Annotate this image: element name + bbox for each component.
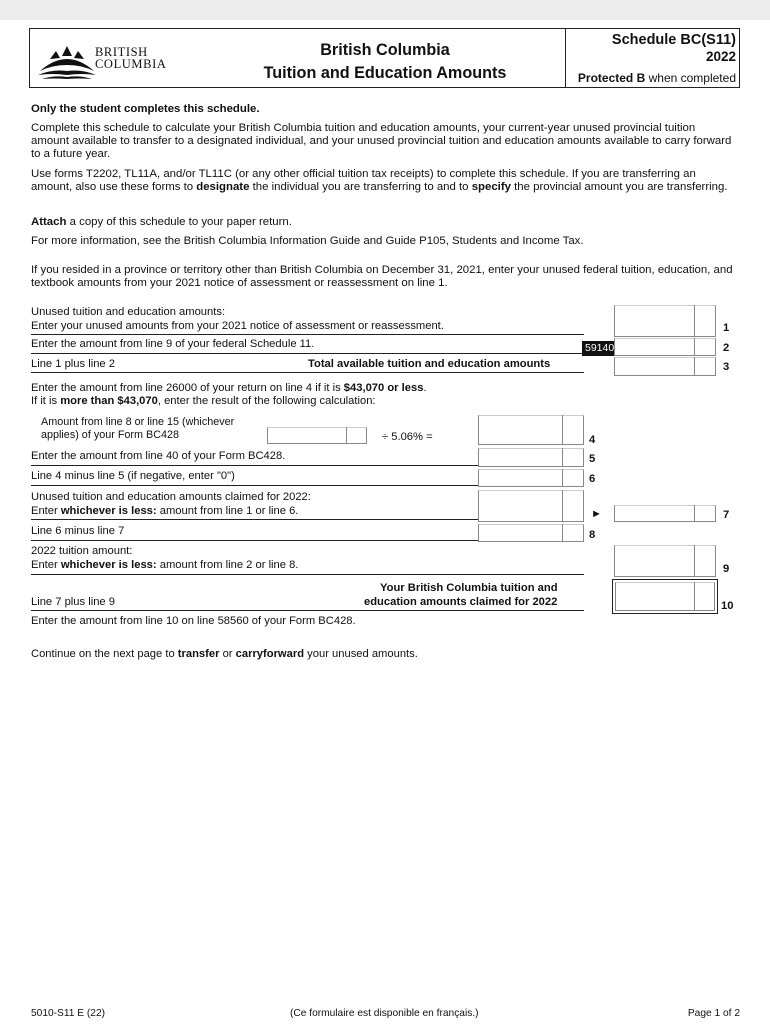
form-title-line2: Tuition and Education Amounts bbox=[263, 64, 507, 82]
line4-calc-label-b: applies) of your Form BC428 bbox=[41, 429, 180, 441]
line4-cents-divider bbox=[562, 415, 563, 445]
line8-cents-divider bbox=[562, 524, 563, 542]
line-number-6: 6 bbox=[589, 473, 596, 485]
line8-label: Line 6 minus line 7 bbox=[31, 525, 125, 537]
intro-other-province: If you resided in a province or territory other than British Columbia on December 31, 2021, enter your unused federal tuition, education, and textbook amounts from your 2021 notice of assessment or reassessment on line 1. bbox=[31, 264, 733, 289]
line3-amount-field[interactable] bbox=[614, 357, 716, 376]
intro-attach: Attach a copy of this schedule to your paper return. bbox=[31, 216, 292, 228]
line2-rule bbox=[31, 353, 584, 354]
schedule-label: Schedule BC(S11) bbox=[611, 32, 736, 48]
line7-label-b: Enter whichever is less: amount from line 1 or line 6. bbox=[31, 505, 299, 517]
line1-amount-field[interactable] bbox=[614, 305, 716, 337]
tax-year: 2022 bbox=[705, 49, 736, 64]
line2-label: Enter the amount from line 9 of your federal Schedule 11. bbox=[31, 338, 315, 350]
line7-carry-cents-divider bbox=[694, 505, 695, 522]
line7-cents-divider bbox=[562, 490, 563, 522]
line6-label: Line 4 minus line 5 (if negative, enter "0") bbox=[31, 470, 235, 482]
line2-code-badge: 59140 bbox=[582, 341, 617, 356]
line5-rule bbox=[31, 465, 478, 466]
line4-amount-field[interactable] bbox=[478, 415, 584, 445]
line6-rule bbox=[31, 485, 478, 486]
intro-purpose: Complete this schedule to calculate your British Columbia tuition and education amounts, your current-year unused provincial tuition amount available to transfer to a designated individual, and your unused provincial tuition and education amounts available to carry forward to a future year. bbox=[31, 122, 732, 160]
line9-label-a: 2022 tuition amount: bbox=[31, 545, 133, 557]
line8-rule bbox=[31, 540, 478, 541]
line7-rule bbox=[31, 519, 478, 520]
line7-amount-field[interactable] bbox=[478, 490, 584, 522]
line6-amount-field[interactable] bbox=[478, 469, 584, 487]
bc-sun-logo-icon bbox=[36, 41, 98, 81]
intro-forms: Use forms T2202, TL11A, and/or TL11C (or any other official tuition tax receipts) to complete this schedule. If you are transferring an amount, also use these forms to designate the individual you are transferring to and to specify the provincial amount you are transferring. bbox=[31, 168, 728, 193]
line-number-4: 4 bbox=[589, 434, 596, 446]
line10-total-label-a: Your British Columbia tuition and bbox=[380, 582, 558, 594]
line-number-3: 3 bbox=[723, 361, 730, 373]
line2-amount-field[interactable] bbox=[614, 338, 716, 356]
line5-amount-field[interactable] bbox=[478, 448, 584, 467]
line3-cents-divider bbox=[694, 357, 695, 376]
line4-calc-cents-divider bbox=[346, 427, 347, 444]
intro-more-info: For more information, see the British Columbia Information Guide and Guide P105, Students and Income Tax. bbox=[31, 235, 584, 247]
line10-label: Line 7 plus line 9 bbox=[31, 596, 115, 608]
line-number-1: 1 bbox=[723, 322, 730, 334]
line5-cents-divider bbox=[562, 448, 563, 467]
line6-cents-divider bbox=[562, 469, 563, 487]
form-code: 5010-S11 E (22) bbox=[31, 1008, 105, 1019]
line4-instruction-b: If it is more than $43,070, enter the result of the following calculation: bbox=[31, 395, 376, 407]
line10-rule bbox=[31, 610, 584, 611]
line4-instruction-a: Enter the amount from line 26000 of your return on line 4 if it is $43,070 or less. bbox=[31, 382, 427, 394]
line2-cents-divider bbox=[694, 338, 695, 356]
french-availability: (Ce formulaire est disponible en français.) bbox=[290, 1008, 479, 1019]
line-number-9: 9 bbox=[723, 563, 730, 575]
line10-total-label-b: education amounts claimed for 2022 bbox=[364, 596, 558, 608]
bc-logo bbox=[30, 29, 168, 87]
line-number-5: 5 bbox=[589, 453, 596, 465]
continue-note: Continue on the next page to transfer or carryforward your unused amounts. bbox=[31, 648, 418, 660]
line9-label-b: Enter whichever is less: amount from line 2 or line 8. bbox=[31, 559, 299, 571]
page-number: Page 1 of 2 bbox=[687, 1008, 740, 1019]
line3-rule bbox=[31, 372, 584, 373]
line1-rule bbox=[31, 334, 584, 335]
line7-arrow-icon: ► bbox=[591, 508, 602, 520]
line5-label: Enter the amount from line 40 of your Form BC428. bbox=[31, 450, 286, 462]
line3-label: Line 1 plus line 2 bbox=[31, 358, 115, 370]
intro-student-only: Only the student completes this schedule. bbox=[31, 103, 260, 115]
line1-label-a: Unused tuition and education amounts: bbox=[31, 306, 226, 318]
header bbox=[29, 28, 740, 88]
logo-wordmark: BRITISH COLUMBIA bbox=[95, 45, 167, 71]
line10-amount-field[interactable] bbox=[615, 582, 715, 611]
protected-notice: Protected B when completed bbox=[577, 71, 736, 85]
line1-label-b: Enter your unused amounts from your 2021 notice of assessment or reassessment. bbox=[31, 320, 444, 332]
line-number-7: 7 bbox=[723, 509, 730, 521]
line-number-8: 8 bbox=[589, 529, 596, 541]
line4-rate: ÷ 5.06% = bbox=[382, 431, 433, 443]
line-number-2: 2 bbox=[723, 342, 730, 354]
form-title-line1: British Columbia bbox=[320, 41, 450, 59]
line4-bc428-amount-field[interactable] bbox=[267, 427, 367, 444]
line10-note: Enter the amount from line 10 on line 58560 of your Form BC428. bbox=[31, 615, 356, 627]
line-number-10: 10 bbox=[721, 600, 734, 612]
line9-cents-divider bbox=[694, 545, 695, 577]
line7-carry-amount-field[interactable] bbox=[614, 505, 716, 522]
line1-cents-divider bbox=[694, 305, 695, 337]
line4-calc-label-a: Amount from line 8 or line 15 (whichever bbox=[41, 416, 235, 428]
line3-total-label: Total available tuition and education amounts bbox=[308, 358, 551, 370]
line9-amount-field[interactable] bbox=[614, 545, 716, 577]
line9-rule bbox=[31, 574, 584, 575]
line7-label-a: Unused tuition and education amounts claimed for 2022: bbox=[31, 491, 311, 503]
schedule-info bbox=[565, 29, 740, 87]
line10-cents-divider bbox=[694, 582, 695, 611]
line8-amount-field[interactable] bbox=[478, 524, 584, 542]
